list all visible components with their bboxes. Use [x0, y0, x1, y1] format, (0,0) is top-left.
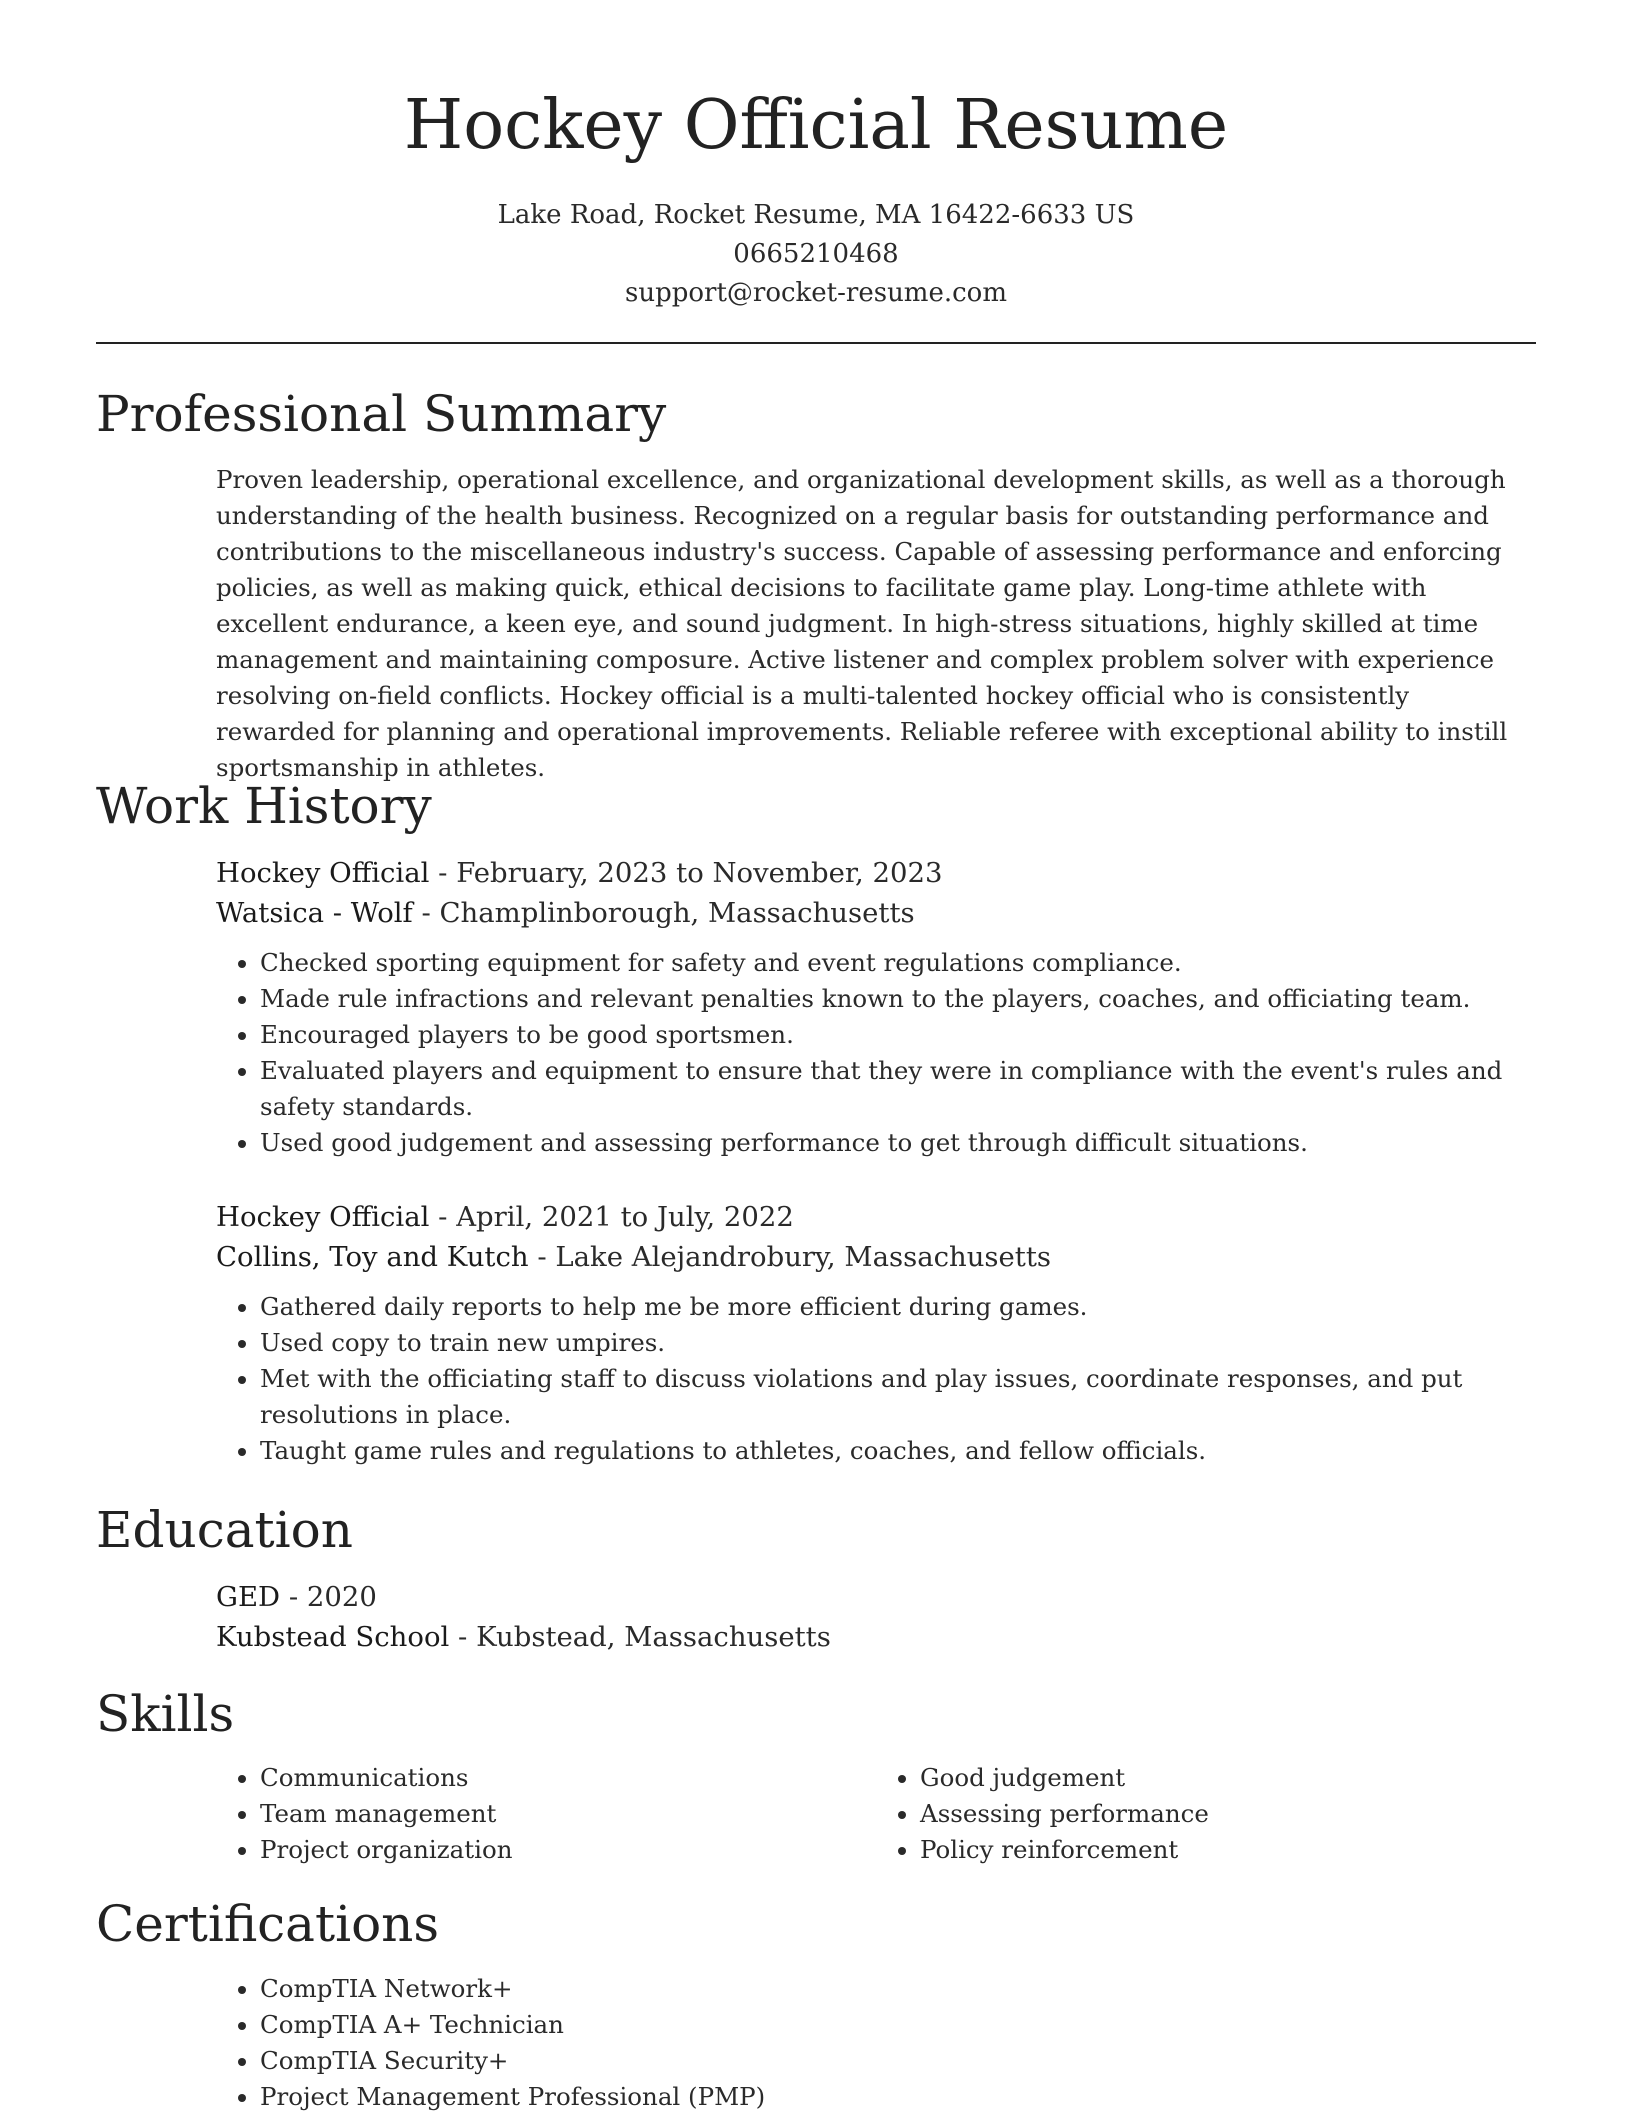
job-dates: - April, 2021 to July, 2022	[429, 1201, 794, 1233]
phone: 0665210468	[733, 239, 899, 269]
job-dates: - February, 2023 to November, 2023	[429, 857, 943, 889]
list-item: • Gathered daily reports to help me be more efficient during games.	[260, 1289, 1536, 1325]
list-item: • CompTIA Network+	[260, 1971, 1536, 2007]
list-item: • Met with the officiating staff to discuss violations and play issues, coordinate responses, and put resolutions in place.	[260, 1361, 1536, 1433]
certifications-block	[216, 1971, 1536, 2115]
list-item: • CompTIA A+ Technician	[260, 2007, 1536, 2043]
education-entry	[216, 1577, 1536, 1657]
job-entry	[216, 1197, 1536, 1469]
degree-line	[216, 1577, 1536, 1617]
certifications-heading: Certifications	[96, 1895, 440, 1953]
skills-heading: Skills	[96, 1685, 235, 1743]
list-item: • Project organization	[260, 1832, 876, 1868]
degree: GED	[216, 1581, 281, 1613]
job-company-line	[216, 1237, 1536, 1277]
job-company: Collins, Toy and Kutch	[216, 1241, 529, 1273]
school-location: - Kubstead, Massachusetts	[449, 1621, 831, 1653]
list-item: • Team management	[260, 1796, 876, 1832]
resume-title: Hockey Official Resume	[403, 86, 1229, 165]
list-item: • Evaluated players and equipment to ensure that they were in compliance with the event's rules and safety standards.	[260, 1053, 1536, 1125]
list-item: • Encouraged players to be good sportsmen.	[260, 1017, 1536, 1053]
school-line	[216, 1617, 1536, 1657]
list-item: • Assessing performance	[920, 1796, 1536, 1832]
list-item: • Project Management Professional (PMP)	[260, 2079, 1536, 2115]
list-item: • Good judgement	[920, 1760, 1536, 1796]
job-role: Hockey Official	[216, 857, 430, 889]
list-item: • Made rule infractions and relevant penalties known to the players, coaches, and officiating team.	[260, 981, 1536, 1017]
email: support@rocket-resume.com	[624, 278, 1007, 308]
work-history-heading: Work History	[96, 777, 432, 835]
contact-block	[0, 196, 1632, 313]
job-location: - Lake Alejandrobury, Massachusetts	[528, 1241, 1052, 1273]
list-item: • Used good judgement and assessing performance to get through difficult situations.	[260, 1125, 1536, 1161]
job-company-line	[216, 893, 1536, 933]
graduation-year: - 2020	[280, 1581, 377, 1613]
list-item: • Used copy to train new umpires.	[260, 1325, 1536, 1361]
education-heading: Education	[96, 1501, 353, 1559]
job-entry	[216, 853, 1536, 1161]
resume-header	[0, 84, 1632, 313]
summary-text: Proven leadership, operational excellence, and organizational development skills, as well as a thorough understanding of the health business. Recognized on a regular basis for outstanding performance and contributions to the miscellaneous industry's success. Capable of assessing performance and enforcing policies, as well as making quick, ethical decisions to facilitate game play. Long-time athlete with excellent endurance, a keen eye, and sound judgment. In high-stress situations, highly skilled at time management and maintaining composure. Active listener and complex problem solver with experience resolving on-field conflicts. Hockey official is a multi-talented hockey official who is consistently rewarded for planning and operational improvements. Reliable referee with exceptional ability to instill sportsmanship in athletes.	[216, 465, 1508, 782]
header-divider	[96, 342, 1536, 344]
job-duties-list	[216, 945, 1536, 1161]
skills-list-left	[216, 1760, 876, 1868]
list-item: • Taught game rules and regulations to athletes, coaches, and fellow officials.	[260, 1433, 1536, 1469]
job-company: Watsica - Wolf	[216, 897, 413, 929]
skills-columns	[216, 1760, 1536, 1868]
list-item: • Policy reinforcement	[920, 1832, 1536, 1868]
list-item: • Checked sporting equipment for safety and event regulations compliance.	[260, 945, 1536, 981]
summary-heading: Professional Summary	[96, 385, 667, 443]
list-item: • Communications	[260, 1760, 876, 1796]
job-role: Hockey Official	[216, 1201, 430, 1233]
job-title-line	[216, 853, 1536, 893]
job-duties-list	[216, 1289, 1536, 1469]
skills-block	[216, 1760, 1536, 1868]
list-item: • CompTIA Security+	[260, 2043, 1536, 2079]
school-name: Kubstead School	[216, 1621, 450, 1653]
job-location: - Champlinborough, Massachusetts	[412, 897, 915, 929]
skills-list-right	[876, 1760, 1536, 1868]
job-title-line	[216, 1197, 1536, 1237]
certifications-list	[216, 1971, 1536, 2115]
address: Lake Road, Rocket Resume, MA 16422-6633 US	[497, 200, 1135, 230]
